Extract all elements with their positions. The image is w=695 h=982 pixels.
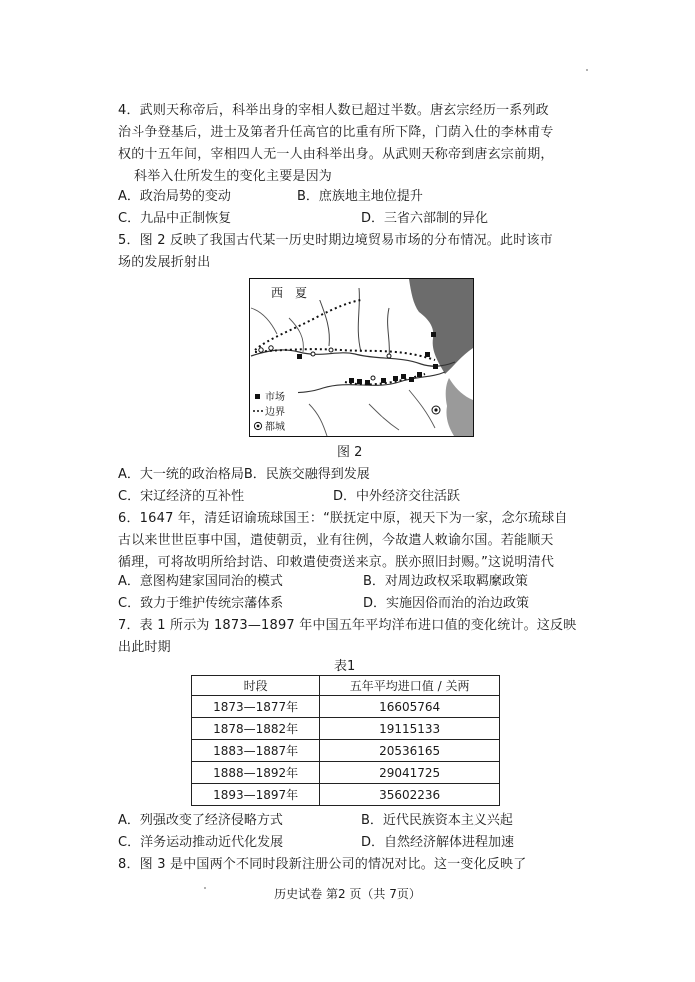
table-row: [192, 718, 500, 740]
table-row: [192, 740, 500, 762]
legend-market-symbol: [255, 394, 260, 399]
legend-border-label: 边界: [265, 407, 285, 418]
q6-line-3: 循理，可将故明所给封诰、印敕遣使赍送来京。朕亦照旧封赐。”这说明清代: [118, 555, 555, 570]
table-1-title: 表1: [334, 659, 356, 674]
q6-line-1: 6．1647 年，清廷诏谕琉球国王：“朕抚定中原，视天下为一家，念尔琉球自: [118, 511, 568, 526]
table-row: [192, 696, 500, 718]
q5-option-c: C．宋辽经济的互补性: [118, 489, 245, 504]
table-cell-value: 19115133: [320, 718, 500, 740]
table-cell-period: 1888—1892年: [192, 762, 320, 784]
q5-option-ab: A．大一统的政治格局B．民族交融得到发展: [118, 467, 370, 482]
q7-line-2: 出此时期: [118, 640, 171, 655]
q4-option-b: B．庶族地主地位提升: [297, 189, 423, 204]
scan-speck: [204, 887, 206, 889]
legend-capital-label: 都城: [265, 422, 285, 433]
q4-option-d: D．三省六部制的异化: [361, 211, 489, 226]
q6-option-a: A．意图构建家国同治的模式: [118, 574, 283, 589]
map-svg: [249, 278, 474, 437]
q4-option-a: A．政治局势的变动: [118, 189, 231, 204]
q7-option-a: A．列强改变了经济侵略方式: [118, 813, 283, 828]
scan-speck: [586, 69, 588, 71]
q5-line-2: 场的发展折射出: [118, 255, 211, 270]
q4-line-1: 4．武则天称帝后，科举出身的宰相人数已超过半数。唐玄宗经历一系列政: [118, 103, 549, 118]
legend-market-label: 市场: [265, 392, 285, 403]
q4-line-2: 治斗争登基后，进士及第者升任高官的比重有所下降，门荫入仕的李林甫专: [118, 125, 554, 140]
table-1: [191, 675, 500, 806]
capital-marker: [432, 406, 440, 414]
q4-line-3: 权的十五年间，宰相四人无一人由科举出身。从武则天称帝到唐玄宗前期，: [118, 147, 554, 162]
table-cell-period: 1878—1882年: [192, 718, 320, 740]
figure-2-map: [249, 278, 474, 437]
table-row: [192, 784, 500, 806]
table-cell-period: 1893—1897年: [192, 784, 320, 806]
table-header-row: [192, 676, 500, 696]
q8-line-1: 8．图 3 是中国两个不同时段新注册公司的情况对比。这一变化反映了: [118, 857, 527, 872]
table-cell-value: 16605764: [320, 696, 500, 718]
q4-line-4: 科举入仕所发生的变化主要是因为: [134, 169, 333, 184]
table-header-period: 时段: [192, 676, 320, 696]
q5-line-1: 5．图 2 反映了我国古代某一历史时期边境贸易市场的分布情况。此时该市: [118, 233, 553, 248]
q7-line-1: 7．表 1 所示为 1873—1897 年中国五年平均洋布进口值的变化统计。这反映: [118, 618, 577, 633]
q7-option-b: B．近代民族资本主义兴起: [361, 813, 513, 828]
q5-option-d: D．中外经济交往活跃: [333, 489, 461, 504]
region-label: 西 夏: [271, 286, 308, 300]
table-header-value: 五年平均进口值 / 关两: [320, 676, 500, 696]
q7-option-c: C．洋务运动推动近代化发展: [118, 835, 284, 850]
q4-option-c: C．九品中正制恢复: [118, 211, 232, 226]
table-cell-period: 1873—1877年: [192, 696, 320, 718]
table-row: [192, 762, 500, 784]
table-cell-value: 29041725: [320, 762, 500, 784]
table-cell-period: 1883—1887年: [192, 740, 320, 762]
figure-2-caption: 图 2: [337, 445, 363, 460]
table-cell-value: 20536165: [320, 740, 500, 762]
q6-option-c: C．致力于维护传统宗藩体系: [118, 596, 284, 611]
table-cell-value: 35602236: [320, 784, 500, 806]
page-footer: 历史试卷 第2 页（共 7页）: [274, 887, 421, 901]
q6-option-d: D．实施因俗而治的治边政策: [363, 596, 530, 611]
q6-option-b: B．对周边政权采取羁縻政策: [363, 574, 528, 589]
q7-option-d: D．自然经济解体进程加速: [361, 835, 515, 850]
q6-line-2: 古以来世世臣事中国，遣使朝贡，业有往例，今故遣人敕谕尔国。若能顺天: [118, 533, 554, 548]
